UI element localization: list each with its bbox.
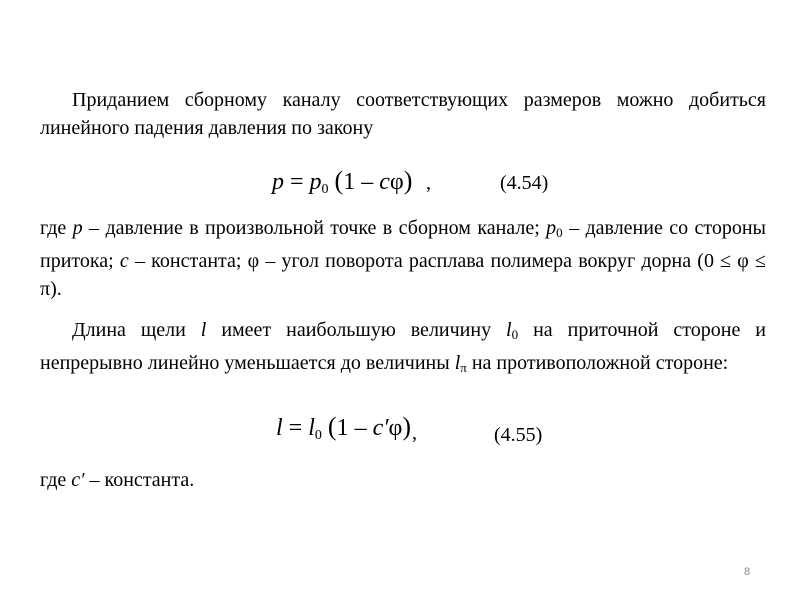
page-number: 8 bbox=[744, 566, 751, 578]
p2-var-p: p bbox=[72, 217, 83, 239]
p2-seg-c: – давление со стороны притока; bbox=[40, 217, 766, 272]
paragraph-4 bbox=[40, 466, 766, 494]
eq1-phi: φ bbox=[389, 169, 404, 195]
p3-var-lpi-sub: π bbox=[460, 360, 467, 375]
eq2-l0: l bbox=[308, 415, 315, 441]
eq2-comma: , bbox=[412, 422, 417, 444]
equation-4-54 bbox=[272, 166, 412, 198]
eq1-c: c bbox=[379, 169, 390, 195]
p3-seg-a: Длина щели bbox=[72, 319, 201, 341]
equation-4-55 bbox=[276, 412, 411, 444]
p3-seg-d: на противоположной стороне: bbox=[466, 352, 729, 374]
paragraph-4-text bbox=[40, 466, 766, 494]
eq1-open-paren: ( bbox=[334, 166, 344, 195]
eq2-close-paren: ) bbox=[402, 412, 411, 441]
eq1-comma: , bbox=[426, 172, 431, 194]
equation-number-4-54: (4.54) bbox=[500, 172, 549, 194]
p3-var-l: l bbox=[200, 319, 207, 341]
p2-var-p0: p bbox=[546, 217, 557, 239]
p2-seg-b: – давление в произвольной точке в сборном канале; bbox=[82, 217, 547, 239]
p2-seg-a: где bbox=[40, 217, 73, 239]
p3-var-l0: l bbox=[506, 319, 512, 341]
eq1-equals: = bbox=[284, 169, 310, 195]
eq2-lhs: l bbox=[276, 415, 283, 441]
paragraph-3 bbox=[40, 316, 766, 382]
eq2-phi: φ bbox=[388, 415, 403, 441]
p2-seg-d: – константа; φ – угол поворота расплава полимера вокруг дорна (0 ≤ φ ≤ π). bbox=[40, 250, 766, 300]
p2-var-p0-sub: 0 bbox=[556, 225, 563, 240]
p3-var-l0-sub: 0 bbox=[511, 327, 519, 342]
eq1-close-paren: ) bbox=[403, 166, 413, 195]
eq1-p0: p bbox=[309, 169, 322, 195]
eq2-open-paren: ( bbox=[327, 412, 337, 441]
p4-seg-b: – константа. bbox=[84, 469, 195, 491]
equation-4-54-row bbox=[0, 166, 800, 202]
eq1-lhs: p bbox=[272, 169, 284, 195]
p4-var-c-prime: c′ bbox=[71, 469, 85, 491]
eq1-body: 1 – bbox=[343, 169, 380, 195]
p2-var-c: c bbox=[119, 250, 129, 272]
eq2-c: c′ bbox=[372, 415, 389, 441]
eq2-l0-sub: 0 bbox=[314, 428, 322, 443]
paragraph-1 bbox=[40, 86, 766, 142]
p3-var-lpi: l bbox=[454, 352, 461, 374]
paragraph-3-text bbox=[40, 316, 766, 382]
equation-number-4-55: (4.55) bbox=[494, 424, 543, 446]
p3-seg-c: на приточной стороне и непрерывно линейно уменьшается до величины bbox=[40, 319, 766, 374]
eq2-equals: = bbox=[282, 415, 309, 441]
p4-seg-a: где bbox=[40, 469, 72, 491]
eq1-p0-sub: 0 bbox=[321, 182, 329, 197]
paragraph-2 bbox=[40, 214, 766, 303]
paragraph-2-text bbox=[40, 214, 766, 303]
eq2-body: 1 – bbox=[336, 415, 373, 441]
p3-seg-b: имеет наибольшую величину bbox=[206, 319, 507, 341]
equation-4-55-row bbox=[0, 412, 800, 448]
paragraph-1-text: Приданием сборному каналу соответствующих размеров можно добиться линейного падения давления по закону bbox=[40, 89, 766, 139]
